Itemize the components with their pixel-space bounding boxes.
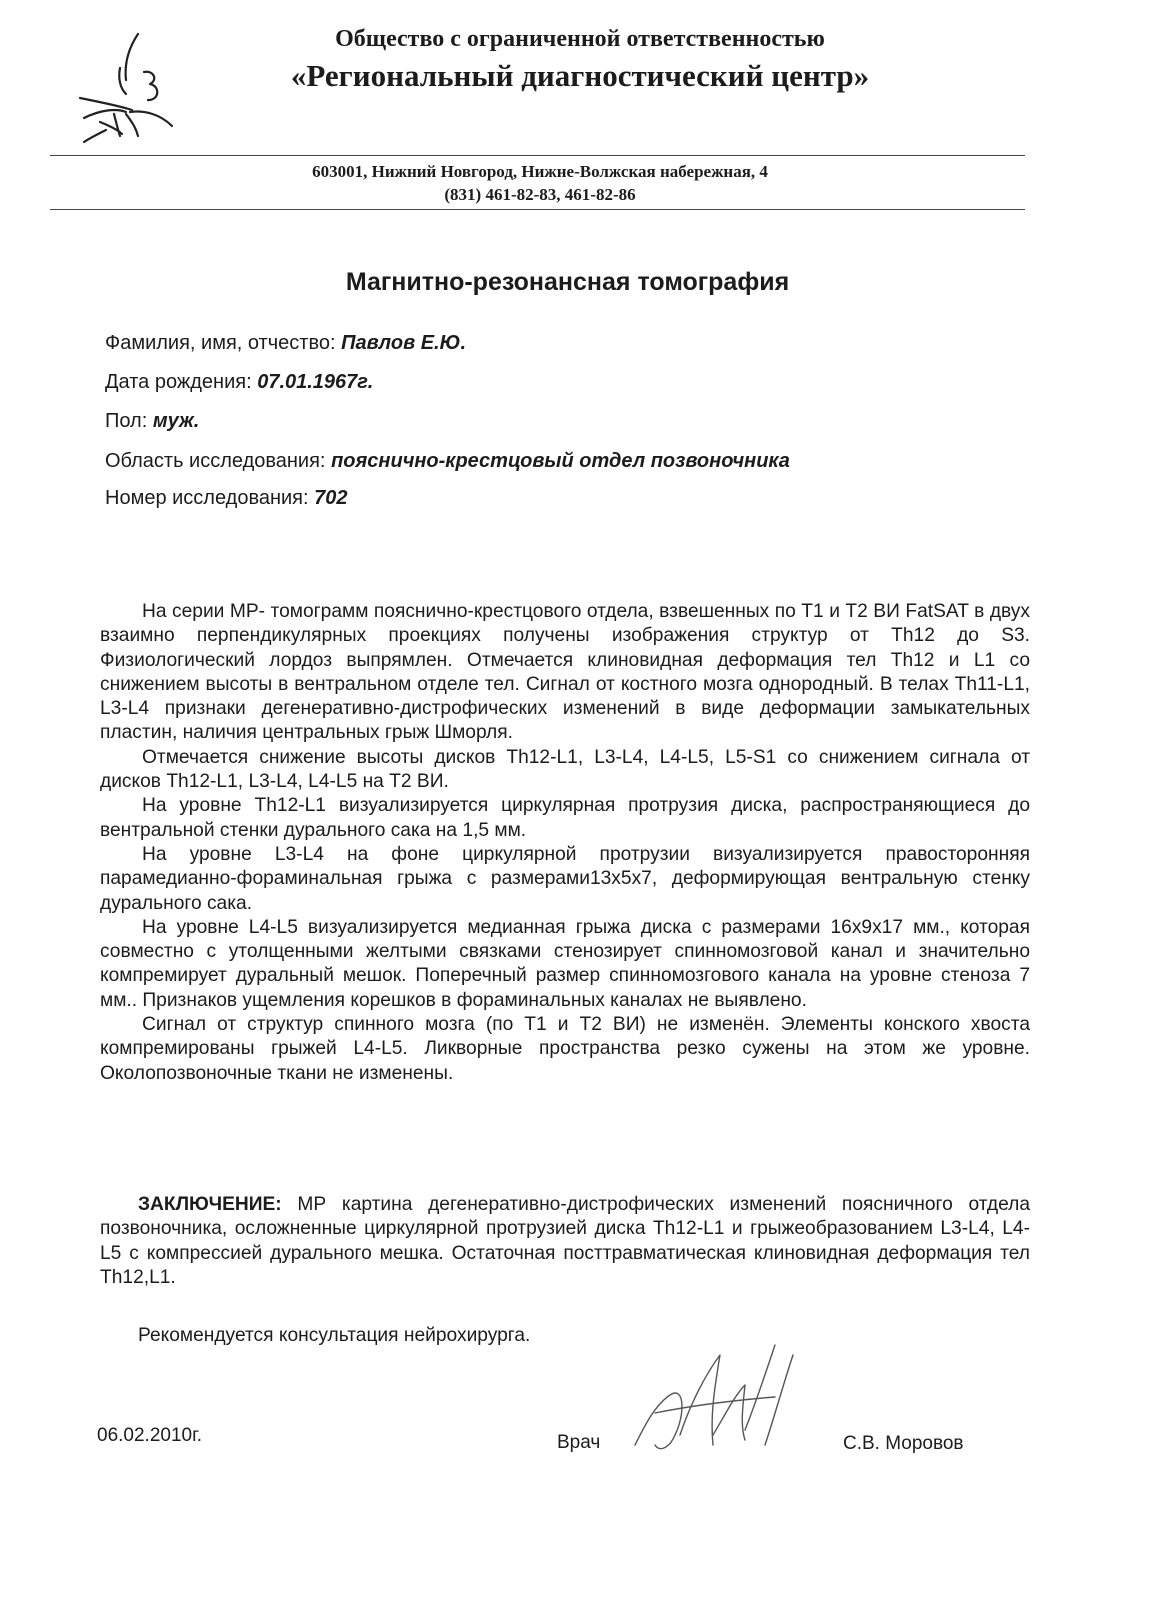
doctor-label: Врач <box>557 1432 601 1453</box>
findings-section <box>100 600 1030 1086</box>
birth-date-field <box>105 371 373 394</box>
sex-value: муж. <box>152 410 200 432</box>
birth-date-label: Дата рождения: <box>105 371 252 393</box>
study-number-field <box>105 487 348 510</box>
conclusion-paragraph <box>100 1193 1030 1290</box>
sex-label: Пол: <box>105 410 148 432</box>
findings-paragraph: На уровне L4-L5 визуализируется медианная грыжа диска с размерами 16х9х17 мм., которая совместно с утолщенными желтыми связками стенозирует спинномозговой канал и значительно компремирует дуральный мешок. Поперечный размер спинномозгового канала на уровне стеноза 7 мм.. Признаков ущемления корешков в фораминальных каналах не выявлено. <box>100 916 1030 1011</box>
organization-type: Общество с ограниченной ответственностью <box>335 26 825 52</box>
study-area-value: пояснично-крестцовый отдел позвоночника <box>331 450 790 472</box>
conclusion-text: МР картина дегенеративно-дистрофических изменений поясничного отдела позвоночника, осложненные циркулярной протрузией диска Th12-L1 и грыжеобразованием L3-L4, L4-L5 с компрессией дурального мешка. Остаточная посттравматическая клиновидная деформация тел Th12,L1. <box>100 1194 1030 1288</box>
bird-logo-icon <box>60 22 190 152</box>
study-number-label: Номер исследования: <box>105 487 309 509</box>
birth-date-value: 07.01.1967г. <box>257 371 374 393</box>
conclusion-label: ЗАКЛЮЧЕНИЕ: <box>138 1194 282 1215</box>
findings-paragraph: На серии МР- томограмм пояснично-крестцового отдела, взвешенных по Т1 и Т2 ВИ FatSAT в двух взаимно перпендикулярных проекциях получены изображения структур от Th12 до S3. Физиологический лордоз выпрямлен. Отмечается клиновидная деформация тел Th12 и L1 со снижением высоты в вентральном отделе тел. Сигнал от костного мозга однородный. В телах Th11-L1, L3-L4 признаки дегенеративно-дистрофических изменений в виде деформации замыкательных пластин, наличия центральных грыж Шморля. <box>100 601 1030 744</box>
letterhead-divider-top <box>50 155 1025 156</box>
study-number-value: 702 <box>314 487 348 509</box>
report-date: 06.02.2010г. <box>97 1425 202 1446</box>
findings-paragraph: На уровне Th12-L1 визуализируется циркулярная протрузия диска, распространяющиеся до вентральной стенки дурального сака на 1,5 мм. <box>100 795 1030 841</box>
organization-address: 603001, Нижний Новгород, Нижне-Волжская набережная, 4 <box>312 162 768 181</box>
findings-paragraph: На уровне L3-L4 на фоне циркулярной протрузии визуализируется правосторонняя парамедианно-фораминальная грыжа с размерами13х5х7, деформирующая вентральную стенку дурального сака. <box>100 843 1030 914</box>
conclusion-section <box>100 1193 1030 1290</box>
doctor-name: С.В. Моровов <box>843 1433 964 1454</box>
letterhead-divider-bottom <box>50 209 1025 210</box>
patient-name-value: Павлов Е.Ю. <box>341 332 467 354</box>
organization-name: «Региональный диагностический центр» <box>290 58 870 93</box>
study-area-label: Область исследования: <box>105 450 326 472</box>
recommendation: Рекомендуется консультация нейрохирурга. <box>138 1325 531 1346</box>
patient-name-field <box>105 332 466 355</box>
organization-phones: (831) 461-82-83, 461-82-86 <box>444 185 636 204</box>
findings-paragraph: Сигнал от структур спинного мозга (по Т1 и Т2 ВИ) не изменён. Элементы конского хвоста компремированы грыжей L4-L5. Ликворные пространства резко сужены на этом же уровне. Околопозвоночные ткани не изменены. <box>100 1014 1030 1084</box>
patient-name-label: Фамилия, имя, отчество: <box>105 332 336 354</box>
document-title: Магнитно-резонансная томография <box>345 268 790 296</box>
sex-field <box>105 410 199 433</box>
study-area-field <box>105 450 790 473</box>
findings-paragraph: Отмечается снижение высоты дисков Th12-L1, L3-L4, L4-L5, L5-S1 со снижением сигнала от дисков Th12-L1, L3-L4, L4-L5 на Т2 ВИ. <box>100 746 1030 793</box>
signature-icon <box>625 1335 805 1465</box>
